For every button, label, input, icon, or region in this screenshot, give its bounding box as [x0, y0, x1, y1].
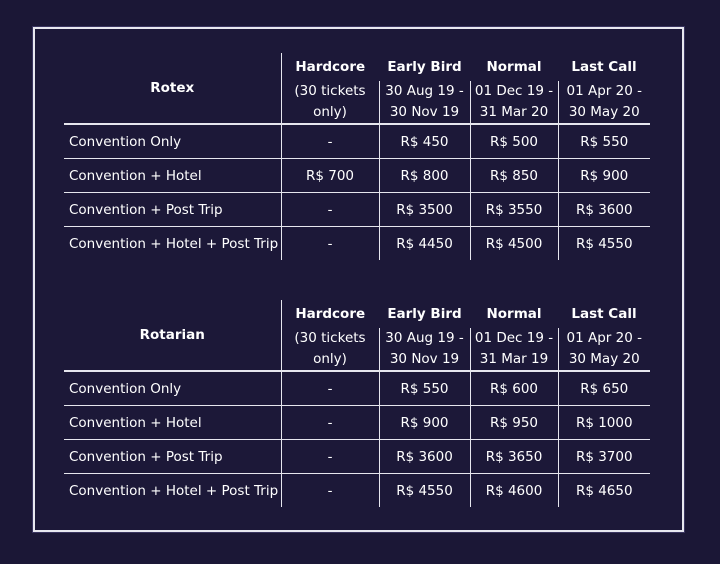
- price-cell: R$ 4450: [379, 227, 470, 261]
- price-cell: R$ 650: [558, 371, 650, 406]
- price-cell: R$ 4550: [379, 474, 470, 508]
- row-label: Convention + Hotel + Post Trip: [64, 474, 281, 508]
- row-label: Convention Only: [64, 371, 281, 406]
- price-cell: R$ 850: [470, 159, 558, 193]
- table-row: [64, 193, 650, 227]
- subheader-last-call: 01 Apr 20 - 30 May 20: [558, 328, 650, 371]
- price-cell: R$ 3500: [379, 193, 470, 227]
- price-cell: R$ 500: [470, 124, 558, 159]
- price-cell: R$ 550: [558, 124, 650, 159]
- column-header-last-call: Last Call: [571, 306, 637, 322]
- price-cell: R$ 4650: [558, 474, 650, 508]
- subheader-normal: 01 Dec 19 - 31 Mar 20: [470, 81, 558, 124]
- price-cell: R$ 4550: [558, 227, 650, 261]
- price-cell: R$ 3650: [470, 440, 558, 474]
- row-label: Convention + Hotel: [64, 159, 281, 193]
- price-cell: R$ 900: [379, 406, 470, 440]
- price-cell: -: [281, 371, 379, 406]
- price-cell: R$ 1000: [558, 406, 650, 440]
- row-label: Convention + Post Trip: [64, 440, 281, 474]
- price-cell: R$ 3550: [470, 193, 558, 227]
- price-cell: -: [281, 227, 379, 261]
- price-cell: R$ 800: [379, 159, 470, 193]
- price-cell: R$ 900: [558, 159, 650, 193]
- table-row: [64, 371, 650, 406]
- rotex-price-table: [64, 53, 650, 260]
- column-header-hardcore: Hardcore: [281, 300, 379, 328]
- price-cell: R$ 450: [379, 124, 470, 159]
- price-cell: R$ 550: [379, 371, 470, 406]
- subheader-early-bird: 30 Aug 19 - 30 Nov 19: [379, 328, 470, 371]
- rotarian-price-table: [64, 300, 650, 507]
- subheader-last-call: 01 Apr 20 - 30 May 20: [558, 81, 650, 124]
- group-label: Rotex: [150, 80, 195, 96]
- price-cell: R$ 950: [470, 406, 558, 440]
- subheader-hardcore: (30 tickets only): [281, 328, 379, 371]
- price-cell: -: [281, 406, 379, 440]
- subheader-normal: 01 Dec 19 - 31 Mar 19: [470, 328, 558, 371]
- price-cell: R$ 600: [470, 371, 558, 406]
- price-cell: R$ 4500: [470, 227, 558, 261]
- price-cell: -: [281, 193, 379, 227]
- column-header-last-call: Last Call: [571, 59, 637, 75]
- column-header-hardcore: Hardcore: [281, 53, 379, 81]
- subheader-hardcore: (30 tickets only): [281, 81, 379, 124]
- row-label: Convention + Hotel: [64, 406, 281, 440]
- column-header-normal: Normal: [486, 59, 542, 75]
- price-cell: -: [281, 474, 379, 508]
- price-cell: R$ 3700: [558, 440, 650, 474]
- column-header-early-bird: Early Bird: [387, 59, 462, 75]
- table-row: [64, 227, 650, 261]
- table-row: [64, 406, 650, 440]
- row-label: Convention Only: [64, 124, 281, 159]
- subheader-early-bird: 30 Aug 19 - 30 Nov 19: [379, 81, 470, 124]
- column-header-early-bird: Early Bird: [387, 306, 462, 322]
- price-cell: R$ 700: [281, 159, 379, 193]
- price-cell: R$ 3600: [379, 440, 470, 474]
- price-cell: -: [281, 124, 379, 159]
- table-row: [64, 159, 650, 193]
- table-row: [64, 440, 650, 474]
- table-row: [64, 474, 650, 508]
- price-cell: R$ 3600: [558, 193, 650, 227]
- row-label: Convention + Hotel + Post Trip: [64, 227, 281, 261]
- table-row: [64, 124, 650, 159]
- price-cell: -: [281, 440, 379, 474]
- group-label: Rotarian: [139, 327, 205, 343]
- column-header-normal: Normal: [486, 306, 542, 322]
- price-cell: R$ 4600: [470, 474, 558, 508]
- row-label: Convention + Post Trip: [64, 193, 281, 227]
